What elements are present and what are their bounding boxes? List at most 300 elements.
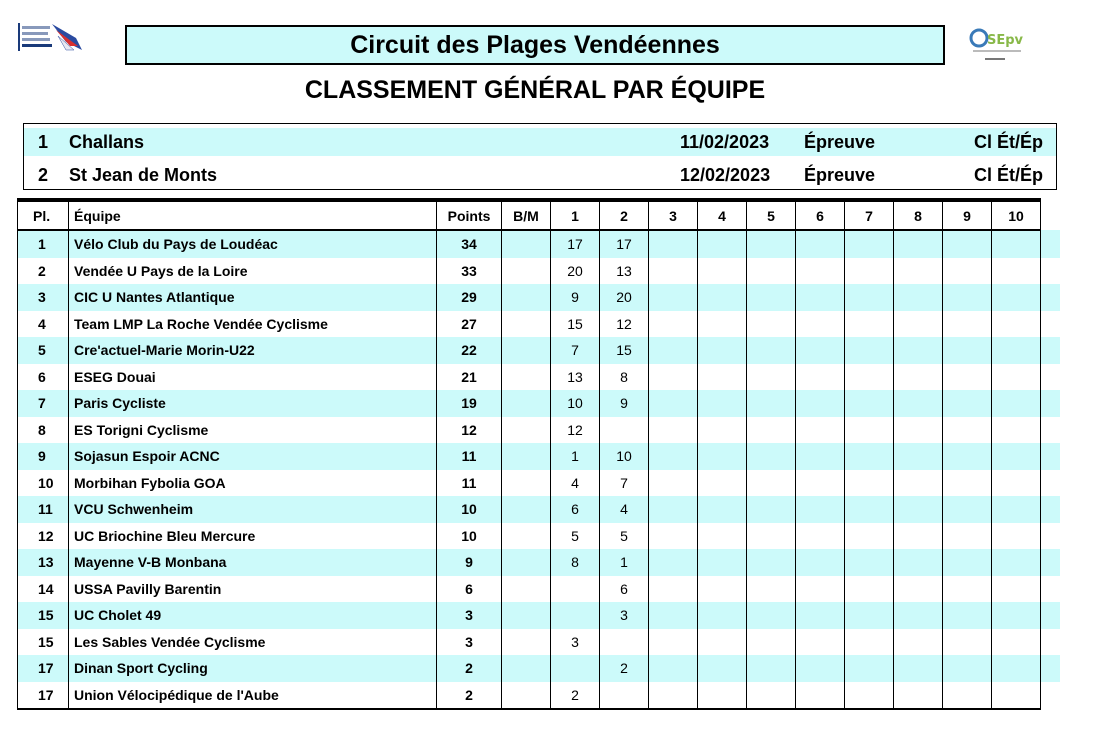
stage-1-points-cell: 1: [551, 443, 600, 470]
stage-10-points-cell: [992, 602, 1041, 629]
stage-9-points-cell: [943, 602, 992, 629]
stage-9-points-cell: [943, 496, 992, 523]
stage-9-points-cell: [943, 629, 992, 656]
classification-subtitle: CLASSEMENT GÉNÉRAL PAR ÉQUIPE: [304, 76, 766, 104]
team-name-cell: Sojasun Espoir ACNC: [69, 443, 437, 470]
stage-row: [24, 128, 1056, 156]
stage-5-points-cell: [747, 549, 796, 576]
stage-1-points-cell: 10: [551, 390, 600, 417]
bonus-malus-cell: [502, 258, 551, 285]
stage-1-points-cell: 17: [551, 230, 600, 258]
stage-1-points-cell: 5: [551, 523, 600, 550]
stage-1-points-cell: 4: [551, 470, 600, 497]
points-cell: 11: [437, 470, 502, 497]
stage-9-points-cell: [943, 443, 992, 470]
col-header-spacer: [1041, 202, 1060, 230]
bonus-malus-cell: [502, 470, 551, 497]
rank-cell: 17: [18, 682, 69, 709]
stage-9-points-cell: [943, 655, 992, 682]
bonus-malus-cell: [502, 655, 551, 682]
stage-9-points-cell: [943, 576, 992, 603]
stage-4-points-cell: [698, 417, 747, 444]
stage-10-points-cell: [992, 390, 1041, 417]
bonus-malus-cell: [502, 284, 551, 311]
stage-7-points-cell: [845, 258, 894, 285]
team-name-cell: Morbihan Fybolia GOA: [69, 470, 437, 497]
stage-2-points-cell: [600, 682, 649, 709]
stage-4-points-cell: [698, 682, 747, 709]
stage-7-points-cell: [845, 417, 894, 444]
stage-10-points-cell: [992, 682, 1041, 709]
team-name-cell: CIC U Nantes Atlantique: [69, 284, 437, 311]
table-row: [18, 337, 1060, 364]
rank-cell: 15: [18, 629, 69, 656]
stage-date: 11/02/2023: [680, 132, 770, 152]
rank-cell: 3: [18, 284, 69, 311]
rank-cell: 12: [18, 523, 69, 550]
stage-2-points-cell: 9: [600, 390, 649, 417]
points-cell: 9: [437, 549, 502, 576]
bonus-malus-cell: [502, 230, 551, 258]
stage-2-points-cell: 4: [600, 496, 649, 523]
bonus-malus-cell: [502, 364, 551, 391]
stage-10-points-cell: [992, 549, 1041, 576]
stage-7-points-cell: [845, 443, 894, 470]
stage-10-points-cell: [992, 337, 1041, 364]
stage-8-points-cell: [894, 496, 943, 523]
stage-5-points-cell: [747, 576, 796, 603]
stage-8-points-cell: [894, 655, 943, 682]
team-name-cell: ES Torigni Cyclisme: [69, 417, 437, 444]
stage-6-points-cell: [796, 417, 845, 444]
stage-6-points-cell: [796, 523, 845, 550]
points-cell: 34: [437, 230, 502, 258]
stage-4-points-cell: [698, 364, 747, 391]
team-name-cell: Paris Cycliste: [69, 390, 437, 417]
col-header-stage-8: 8: [894, 202, 943, 230]
stage-2-points-cell: 7: [600, 470, 649, 497]
stage-5-points-cell: [747, 523, 796, 550]
stage-10-points-cell: [992, 284, 1041, 311]
stage-3-points-cell: [649, 390, 698, 417]
col-header-stage-5: 5: [747, 202, 796, 230]
points-cell: 2: [437, 655, 502, 682]
table-row: [18, 629, 1060, 656]
stage-name: St Jean de Monts: [69, 165, 218, 185]
team-name-cell: Vélo Club du Pays de Loudéac: [69, 230, 437, 258]
stage-9-points-cell: [943, 230, 992, 258]
stage-2-points-cell: 1: [600, 549, 649, 576]
organizer-logo-icon: [967, 26, 1027, 66]
stage-9-points-cell: [943, 549, 992, 576]
bonus-malus-cell: [502, 629, 551, 656]
row-spacer: [1041, 390, 1060, 417]
stage-10-points-cell: [992, 258, 1041, 285]
stage-3-points-cell: [649, 602, 698, 629]
row-spacer: [1041, 417, 1060, 444]
table-row: [18, 549, 1060, 576]
col-header-stage-10: 10: [992, 202, 1041, 230]
stage-4-points-cell: [698, 496, 747, 523]
stage-2-points-cell: [600, 417, 649, 444]
stage-1-points-cell: [551, 576, 600, 603]
stage-1-points-cell: 6: [551, 496, 600, 523]
bonus-malus-cell: [502, 523, 551, 550]
points-cell: 10: [437, 496, 502, 523]
table-header-row: [18, 202, 1060, 230]
stage-10-points-cell: [992, 523, 1041, 550]
stage-type: Épreuve: [804, 132, 876, 152]
col-header-team: Équipe: [69, 202, 437, 230]
stage-6-points-cell: [796, 576, 845, 603]
stage-7-points-cell: [845, 390, 894, 417]
row-spacer: [1041, 549, 1060, 576]
stage-4-points-cell: [698, 230, 747, 258]
stage-2-points-cell: 3: [600, 602, 649, 629]
stage-6-points-cell: [796, 311, 845, 338]
stage-7-points-cell: [845, 655, 894, 682]
rank-cell: 11: [18, 496, 69, 523]
stage-9-points-cell: [943, 390, 992, 417]
stage-3-points-cell: [649, 629, 698, 656]
stage-6-points-cell: [796, 284, 845, 311]
stage-7-points-cell: [845, 496, 894, 523]
stage-4-points-cell: [698, 602, 747, 629]
stage-5-points-cell: [747, 655, 796, 682]
team-name-cell: UC Briochine Bleu Mercure: [69, 523, 437, 550]
col-header-bm: B/M: [502, 202, 551, 230]
stage-10-points-cell: [992, 364, 1041, 391]
row-spacer: [1041, 523, 1060, 550]
bonus-malus-cell: [502, 311, 551, 338]
stage-3-points-cell: [649, 470, 698, 497]
stage-5-points-cell: [747, 682, 796, 709]
table-row: [18, 230, 1060, 258]
points-cell: 22: [437, 337, 502, 364]
stage-9-points-cell: [943, 284, 992, 311]
stage-8-points-cell: [894, 230, 943, 258]
stage-type: Épreuve: [804, 165, 876, 185]
col-header-stage-1: 1: [551, 202, 600, 230]
stage-10-points-cell: [992, 311, 1041, 338]
stage-1-points-cell: 13: [551, 364, 600, 391]
team-name-cell: Vendée U Pays de la Loire: [69, 258, 437, 285]
points-cell: 12: [437, 417, 502, 444]
bonus-malus-cell: [502, 549, 551, 576]
stage-5-points-cell: [747, 258, 796, 285]
stage-6-points-cell: [796, 602, 845, 629]
stage-6-points-cell: [796, 496, 845, 523]
team-name-cell: Cre'actuel-Marie Morin-U22: [69, 337, 437, 364]
table-row: [18, 417, 1060, 444]
stage-8-points-cell: [894, 284, 943, 311]
stage-10-points-cell: [992, 443, 1041, 470]
stage-7-points-cell: [845, 470, 894, 497]
table-row: [18, 682, 1060, 709]
stage-9-points-cell: [943, 682, 992, 709]
stage-3-points-cell: [649, 417, 698, 444]
col-header-stage-7: 7: [845, 202, 894, 230]
row-spacer: [1041, 230, 1060, 258]
team-ranking-table: [17, 198, 1060, 710]
stage-6-points-cell: [796, 549, 845, 576]
svg-text:SEpv: SEpv: [987, 33, 1024, 48]
row-spacer: [1041, 311, 1060, 338]
stage-2-points-cell: 10: [600, 443, 649, 470]
stage-4-points-cell: [698, 523, 747, 550]
bonus-malus-cell: [502, 337, 551, 364]
points-cell: 3: [437, 629, 502, 656]
points-cell: 10: [437, 523, 502, 550]
points-cell: 6: [437, 576, 502, 603]
stage-3-points-cell: [649, 682, 698, 709]
stage-2-points-cell: 8: [600, 364, 649, 391]
stage-3-points-cell: [649, 284, 698, 311]
points-cell: 3: [437, 602, 502, 629]
stage-4-points-cell: [698, 311, 747, 338]
row-spacer: [1041, 655, 1060, 682]
stage-5-points-cell: [747, 496, 796, 523]
stage-9-points-cell: [943, 311, 992, 338]
bonus-malus-cell: [502, 576, 551, 603]
stage-1-points-cell: 20: [551, 258, 600, 285]
stage-5-points-cell: [747, 311, 796, 338]
stage-7-points-cell: [845, 549, 894, 576]
stage-5-points-cell: [747, 417, 796, 444]
col-header-stage-9: 9: [943, 202, 992, 230]
stage-1-points-cell: 7: [551, 337, 600, 364]
stage-7-points-cell: [845, 602, 894, 629]
table-row: [18, 655, 1060, 682]
stage-5-points-cell: [747, 230, 796, 258]
stage-7-points-cell: [845, 337, 894, 364]
stage-5-points-cell: [747, 284, 796, 311]
stage-4-points-cell: [698, 549, 747, 576]
row-spacer: [1041, 496, 1060, 523]
stage-3-points-cell: [649, 230, 698, 258]
stage-4-points-cell: [698, 443, 747, 470]
stage-1-points-cell: 12: [551, 417, 600, 444]
rank-cell: 4: [18, 311, 69, 338]
stage-2-points-cell: 15: [600, 337, 649, 364]
stage-6-points-cell: [796, 655, 845, 682]
stage-2-points-cell: 13: [600, 258, 649, 285]
stage-10-points-cell: [992, 655, 1041, 682]
stage-4-points-cell: [698, 470, 747, 497]
rank-cell: 7: [18, 390, 69, 417]
row-spacer: [1041, 443, 1060, 470]
bonus-malus-cell: [502, 682, 551, 709]
stage-5-points-cell: [747, 629, 796, 656]
row-spacer: [1041, 337, 1060, 364]
stage-2-points-cell: 17: [600, 230, 649, 258]
stage-8-points-cell: [894, 576, 943, 603]
stage-2-points-cell: 20: [600, 284, 649, 311]
stage-5-points-cell: [747, 364, 796, 391]
row-spacer: [1041, 258, 1060, 285]
team-name-cell: UC Cholet 49: [69, 602, 437, 629]
table-row: [18, 364, 1060, 391]
stage-2-points-cell: 2: [600, 655, 649, 682]
stage-8-points-cell: [894, 311, 943, 338]
bonus-malus-cell: [502, 417, 551, 444]
stages-list: [23, 123, 1057, 190]
stage-2-points-cell: 6: [600, 576, 649, 603]
col-header-stage-3: 3: [649, 202, 698, 230]
stage-3-points-cell: [649, 258, 698, 285]
table-row: [18, 390, 1060, 417]
rank-cell: 5: [18, 337, 69, 364]
stage-6-points-cell: [796, 682, 845, 709]
stage-7-points-cell: [845, 629, 894, 656]
stage-3-points-cell: [649, 655, 698, 682]
stage-4-points-cell: [698, 284, 747, 311]
stage-10-points-cell: [992, 629, 1041, 656]
stage-9-points-cell: [943, 523, 992, 550]
col-header-stage-4: 4: [698, 202, 747, 230]
stage-3-points-cell: [649, 311, 698, 338]
table-row: [18, 443, 1060, 470]
team-name-cell: VCU Schwenheim: [69, 496, 437, 523]
table-row: [18, 496, 1060, 523]
stage-1-points-cell: 15: [551, 311, 600, 338]
points-cell: 11: [437, 443, 502, 470]
bonus-malus-cell: [502, 496, 551, 523]
stage-4-points-cell: [698, 390, 747, 417]
stage-8-points-cell: [894, 549, 943, 576]
stage-3-points-cell: [649, 523, 698, 550]
rank-cell: 2: [18, 258, 69, 285]
stage-1-points-cell: [551, 602, 600, 629]
stage-3-points-cell: [649, 364, 698, 391]
team-name-cell: USSA Pavilly Barentin: [69, 576, 437, 603]
stage-7-points-cell: [845, 230, 894, 258]
stage-6-points-cell: [796, 443, 845, 470]
stage-4-points-cell: [698, 576, 747, 603]
stage-1-points-cell: 2: [551, 682, 600, 709]
stage-8-points-cell: [894, 364, 943, 391]
stage-2-points-cell: 5: [600, 523, 649, 550]
rank-cell: 8: [18, 417, 69, 444]
stage-7-points-cell: [845, 576, 894, 603]
stage-8-points-cell: [894, 443, 943, 470]
stage-8-points-cell: [894, 258, 943, 285]
stage-4-points-cell: [698, 258, 747, 285]
stage-8-points-cell: [894, 337, 943, 364]
rank-cell: 15: [18, 602, 69, 629]
stage-3-points-cell: [649, 443, 698, 470]
team-name-cell: Mayenne V-B Monbana: [69, 549, 437, 576]
stage-10-points-cell: [992, 230, 1041, 258]
stage-7-points-cell: [845, 284, 894, 311]
stage-10-points-cell: [992, 470, 1041, 497]
stage-1-points-cell: 3: [551, 629, 600, 656]
stage-name: Challans: [69, 132, 145, 152]
stage-7-points-cell: [845, 523, 894, 550]
col-header-points: Points: [437, 202, 502, 230]
stage-6-points-cell: [796, 364, 845, 391]
row-spacer: [1041, 364, 1060, 391]
stage-6-points-cell: [796, 390, 845, 417]
row-spacer: [1041, 682, 1060, 709]
stage-5-points-cell: [747, 443, 796, 470]
stage-6-points-cell: [796, 629, 845, 656]
row-spacer: [1041, 284, 1060, 311]
table-row: [18, 284, 1060, 311]
stage-10-points-cell: [992, 417, 1041, 444]
stage-8-points-cell: [894, 523, 943, 550]
table-row: [18, 523, 1060, 550]
stage-4-points-cell: [698, 655, 747, 682]
rank-cell: 1: [18, 230, 69, 258]
stage-7-points-cell: [845, 682, 894, 709]
rank-cell: 17: [18, 655, 69, 682]
row-spacer: [1041, 470, 1060, 497]
stage-3-points-cell: [649, 337, 698, 364]
stage-row: [24, 161, 1056, 189]
points-cell: 33: [437, 258, 502, 285]
bonus-malus-cell: [502, 390, 551, 417]
stage-6-points-cell: [796, 230, 845, 258]
stage-9-points-cell: [943, 364, 992, 391]
stage-8-points-cell: [894, 417, 943, 444]
table-row: [18, 311, 1060, 338]
stage-2-points-cell: 12: [600, 311, 649, 338]
table-row: [18, 576, 1060, 603]
stage-1-points-cell: 8: [551, 549, 600, 576]
row-spacer: [1041, 576, 1060, 603]
stage-9-points-cell: [943, 258, 992, 285]
col-header-stage-2: 2: [600, 202, 649, 230]
stage-6-points-cell: [796, 470, 845, 497]
team-name-cell: Union Vélocipédique de l'Aube: [69, 682, 437, 709]
stage-8-points-cell: [894, 602, 943, 629]
federation-logo-icon: [16, 20, 86, 56]
stage-5-points-cell: [747, 602, 796, 629]
row-spacer: [1041, 629, 1060, 656]
points-cell: 19: [437, 390, 502, 417]
stage-9-points-cell: [943, 417, 992, 444]
bonus-malus-cell: [502, 443, 551, 470]
team-name-cell: Les Sables Vendée Cyclisme: [69, 629, 437, 656]
stage-2-points-cell: [600, 629, 649, 656]
rank-cell: 14: [18, 576, 69, 603]
stage-8-points-cell: [894, 682, 943, 709]
bonus-malus-cell: [502, 602, 551, 629]
stage-3-points-cell: [649, 549, 698, 576]
stage-1-points-cell: [551, 655, 600, 682]
stage-1-points-cell: 9: [551, 284, 600, 311]
stage-7-points-cell: [845, 311, 894, 338]
stage-4-points-cell: [698, 629, 747, 656]
table-row: [18, 470, 1060, 497]
stage-class: Cl Ét/Ép: [973, 132, 1043, 152]
stage-number: 1: [38, 132, 49, 152]
rank-cell: 9: [18, 443, 69, 470]
rank-cell: 13: [18, 549, 69, 576]
stage-10-points-cell: [992, 496, 1041, 523]
stage-8-points-cell: [894, 629, 943, 656]
stage-3-points-cell: [649, 496, 698, 523]
stage-9-points-cell: [943, 337, 992, 364]
stage-5-points-cell: [747, 337, 796, 364]
points-cell: 2: [437, 682, 502, 709]
stage-6-points-cell: [796, 258, 845, 285]
stage-9-points-cell: [943, 470, 992, 497]
table-row: [18, 602, 1060, 629]
stage-8-points-cell: [894, 470, 943, 497]
row-spacer: [1041, 602, 1060, 629]
